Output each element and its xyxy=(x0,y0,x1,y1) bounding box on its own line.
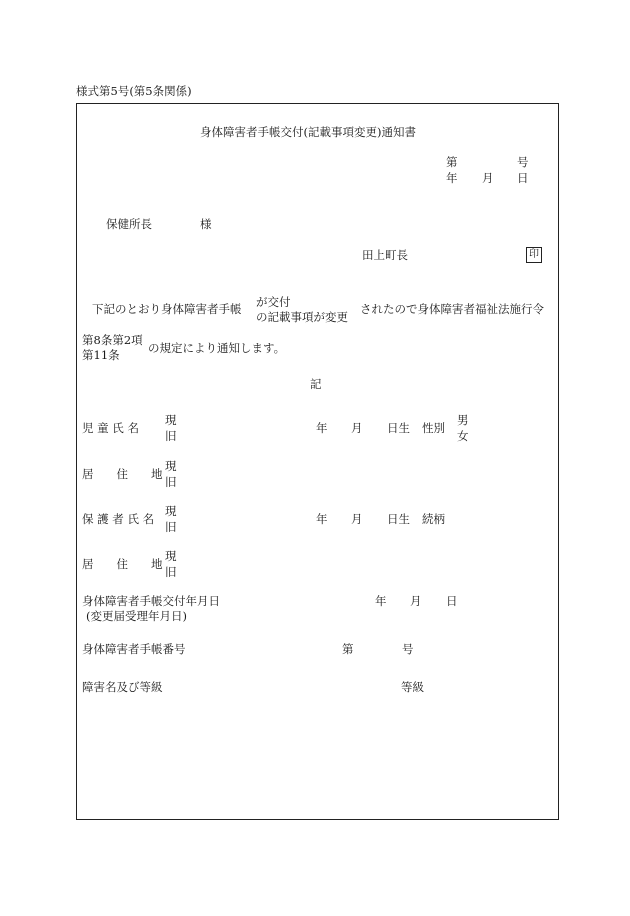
sex-male: 男 xyxy=(457,413,469,427)
guardian-residence-former: 旧 xyxy=(165,565,177,579)
number-prefix: 第 xyxy=(446,155,458,169)
handbook-number-suffix: 号 xyxy=(402,642,414,656)
addressee-honorific: 様 xyxy=(200,217,212,231)
number-suffix: 号 xyxy=(517,155,529,169)
child-name-former: 旧 xyxy=(165,429,177,443)
addressee-name: 保健所長 xyxy=(106,217,152,231)
body-text-2: されたので身体障害者福祉法施行令 xyxy=(360,302,544,316)
seal-stamp: 印 xyxy=(526,247,542,263)
issue-date-label: 身体障害者手帳交付年月日 xyxy=(82,594,220,608)
issue-date-sublabel: (変更届受理年月日) xyxy=(86,609,187,623)
sex-female: 女 xyxy=(457,429,469,443)
handbook-number-prefix: 第 xyxy=(342,642,354,656)
child-birth-month: 月 xyxy=(351,421,363,435)
guardian-birth-year: 年 xyxy=(316,512,328,526)
guardian-residence-current: 現 xyxy=(165,549,177,563)
guardian-residence-label: 居 住 地 xyxy=(82,557,163,571)
handbook-number-label: 身体障害者手帳番号 xyxy=(82,642,186,656)
disability-label: 障害名及び等級 xyxy=(82,680,163,694)
child-birth-day: 日生 xyxy=(387,421,410,435)
body-option-article-11: 第11条 xyxy=(82,348,120,362)
issue-date-month: 月 xyxy=(410,594,422,608)
relation-label: 続柄 xyxy=(422,512,445,526)
child-residence-current: 現 xyxy=(165,459,177,473)
body-option-issued: が交付 xyxy=(256,295,291,309)
form-label: 様式第5号(第5条関係) xyxy=(76,84,192,98)
body-text-1: 下記のとおり身体障害者手帳 xyxy=(92,302,242,316)
guardian-birth-month: 月 xyxy=(351,512,363,526)
body-option-changed: の記載事項が変更 xyxy=(256,310,348,324)
body-option-article-8: 第8条第2項 xyxy=(82,333,143,347)
date-day: 日 xyxy=(517,171,529,185)
guardian-name-label: 保 護 者 氏 名 xyxy=(82,512,155,526)
guardian-name-current: 現 xyxy=(165,504,177,518)
child-birth-year: 年 xyxy=(316,421,328,435)
ki-heading: 記 xyxy=(310,377,322,391)
issue-date-year: 年 xyxy=(375,594,387,608)
document-title: 身体障害者手帳交付(記載事項変更)通知書 xyxy=(200,125,416,139)
child-name-label: 児 童 氏 名 xyxy=(82,421,139,435)
issuer-name: 田上町長 xyxy=(362,248,408,262)
child-residence-former: 旧 xyxy=(165,475,177,489)
sex-label: 性別 xyxy=(422,421,445,435)
child-name-current: 現 xyxy=(165,413,177,427)
child-residence-label: 居 住 地 xyxy=(82,467,163,481)
body-text-3: の規定により通知します。 xyxy=(148,341,286,355)
date-year: 年 xyxy=(446,171,458,185)
issue-date-day: 日 xyxy=(446,594,458,608)
guardian-name-former: 旧 xyxy=(165,520,177,534)
guardian-birth-day: 日生 xyxy=(387,512,410,526)
form-frame xyxy=(76,103,559,820)
date-month: 月 xyxy=(482,171,494,185)
grade-label: 等級 xyxy=(401,680,424,694)
